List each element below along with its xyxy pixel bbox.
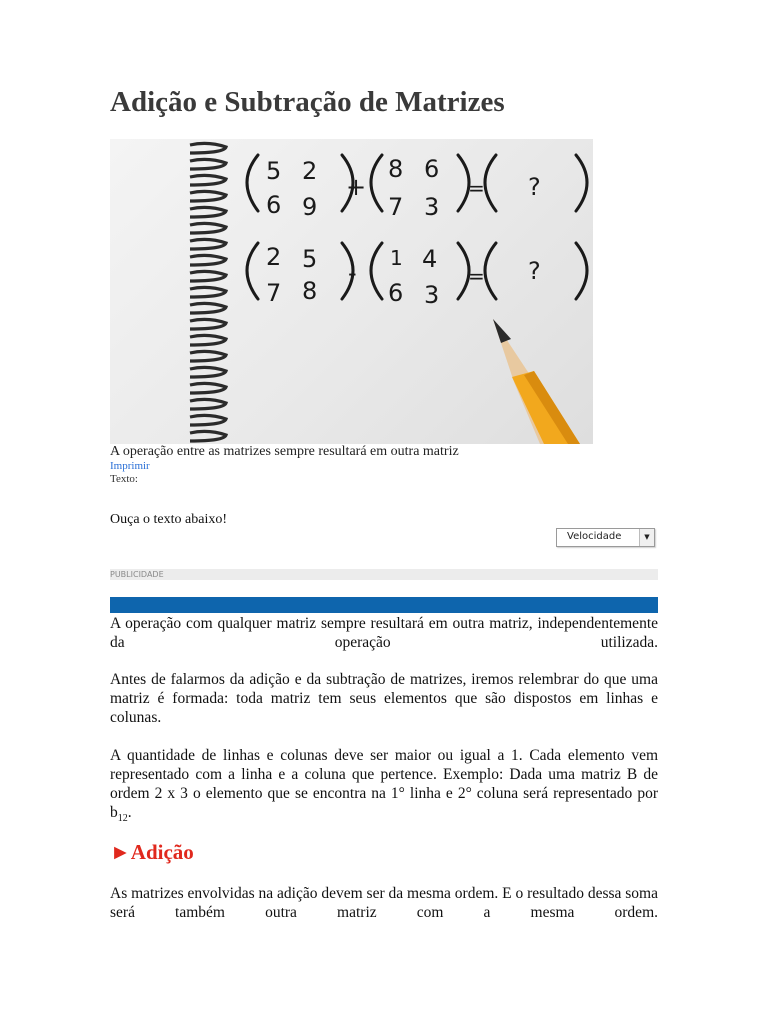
paragraph-3 bbox=[110, 746, 658, 828]
matrix-illustration bbox=[110, 139, 593, 444]
section-heading-adicao: ►Adição bbox=[110, 840, 194, 864]
paragraph-3-end: . bbox=[127, 804, 132, 821]
speed-select-value: Velocidade bbox=[567, 531, 622, 542]
matrix2-a21: 7 bbox=[388, 193, 404, 221]
equals-sign-1: = bbox=[468, 176, 485, 200]
matrix1-a21: 6 bbox=[266, 191, 282, 219]
image-caption: A operação entre as matrizes sempre resultará em outra matriz bbox=[110, 444, 459, 459]
matrix3-a22: 8 bbox=[302, 277, 318, 305]
print-link[interactable]: Imprimir bbox=[110, 460, 150, 472]
speed-select[interactable] bbox=[556, 528, 655, 547]
matrix1-a11: 5 bbox=[266, 157, 282, 185]
matrix4-a22: 3 bbox=[424, 281, 440, 309]
paragraph-2: Antes de falarmos da adição e da subtração de matrizes, iremos relembrar do que uma matriz é formada: toda matriz tem seus elementos que são dispostos em linhas e colunas. bbox=[110, 671, 658, 726]
spiral-binding bbox=[190, 143, 226, 441]
matrix3-a21: 7 bbox=[266, 279, 282, 307]
matrix-illustration-svg bbox=[110, 139, 593, 444]
paragraph-1: A operação com qualquer matriz sempre resultará em outra matriz, independentemente da operação utilizada. bbox=[110, 615, 658, 651]
matrix1-a12: 2 bbox=[302, 157, 318, 185]
ad-label: PUBLICIDADE bbox=[110, 569, 658, 580]
minus-operator: - bbox=[348, 259, 357, 287]
matrix4-a12: 4 bbox=[422, 245, 438, 273]
pencil-icon bbox=[493, 319, 580, 444]
matrix4-a11: 1 bbox=[390, 246, 403, 270]
plus-operator: + bbox=[346, 173, 367, 201]
text-label: Texto: bbox=[110, 473, 138, 485]
matrix3-a11: 2 bbox=[266, 243, 282, 271]
equals-sign-2: = bbox=[468, 264, 485, 288]
page-title: Adição e Subtração de Matrizes bbox=[110, 86, 505, 118]
paragraph-3-subscript: 12 bbox=[117, 813, 128, 825]
matrix2-a11: 8 bbox=[388, 155, 404, 183]
result-unknown-1: ? bbox=[528, 173, 541, 201]
chevron-down-icon[interactable]: ▼ bbox=[639, 529, 654, 546]
matrix2-a22: 3 bbox=[424, 193, 440, 221]
paragraph-4: As matrizes envolvidas na adição devem ser da mesma ordem. E o resultado dessa soma será também outra matriz com a mesma ordem. bbox=[110, 885, 658, 921]
paragraph-3-text: A quantidade de linhas e colunas deve ser maior ou igual a 1. Cada elemento vem representado com a linha e a coluna que pertence. Exemplo: Dada uma matriz B de ordem 2 x 3 o elemento que se encontra na 1° linha e 2° coluna será representado por b bbox=[110, 747, 658, 821]
matrix3-a12: 5 bbox=[302, 245, 318, 273]
listen-prompt: Ouça o texto abaixo! bbox=[110, 512, 228, 527]
ad-banner[interactable] bbox=[110, 597, 658, 613]
matrix4-a21: 6 bbox=[388, 279, 404, 307]
result-unknown-2: ? bbox=[528, 257, 541, 285]
matrix1-a22: 9 bbox=[302, 193, 318, 221]
matrix2-a12: 6 bbox=[424, 155, 440, 183]
